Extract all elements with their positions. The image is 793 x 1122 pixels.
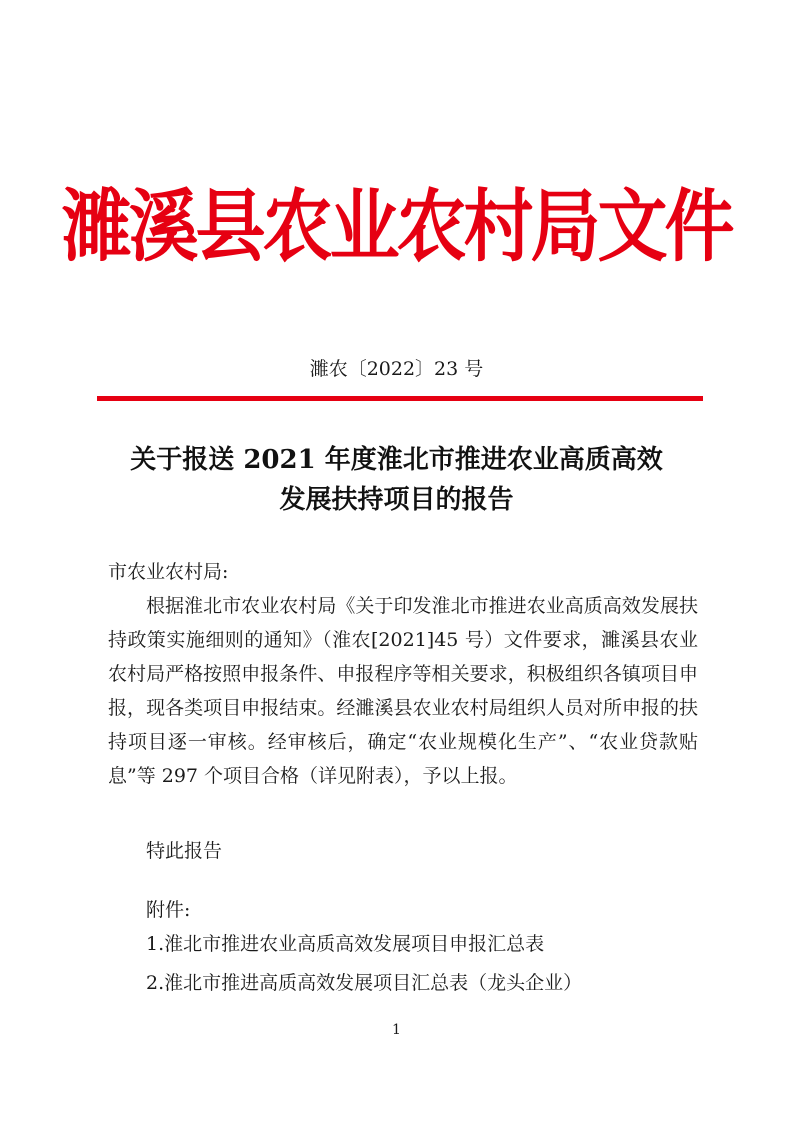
document-masthead: 濉溪县农业农村局文件 xyxy=(61,180,732,273)
document-title xyxy=(60,440,733,520)
attachment-item-1: 1.淮北市推进农业高质高效发展项目申报汇总表 xyxy=(146,933,545,955)
title-line-1: 关于报送 2021 年度淮北市推进农业高质高效 xyxy=(130,445,663,475)
body-paragraph: 根据淮北市农业农村局《关于印发淮北市推进农业高质高效发展扶持政策实施细则的通知》（淮农[2021]45 号）文件要求，濉溪县农业农村局严格按照申报条件、申报程序等相关要求，积极组织各镇项目申报，现各类项目申报结束。经濉溪县农业农村局组织人员对所申报的扶持项目逐一审核。经审核后，确定“农业规模化生产”、“农业贷款贴息”等 297 个项目合格（详见附表），予以上报。 xyxy=(108,595,698,787)
attachments-label: 附件: xyxy=(146,899,191,921)
addressee: 市农业农村局: xyxy=(108,561,229,583)
page-number: 1 xyxy=(392,1022,401,1038)
red-separator-line xyxy=(97,396,703,401)
attachment-item-2: 2.淮北市推进高质高效发展项目汇总表（龙头企业） xyxy=(146,972,583,994)
title-line-2: 发展扶持项目的报告 xyxy=(279,485,514,515)
closing-remark: 特此报告 xyxy=(146,840,223,862)
document-number: 濉农〔2022〕23 号 xyxy=(309,358,484,380)
